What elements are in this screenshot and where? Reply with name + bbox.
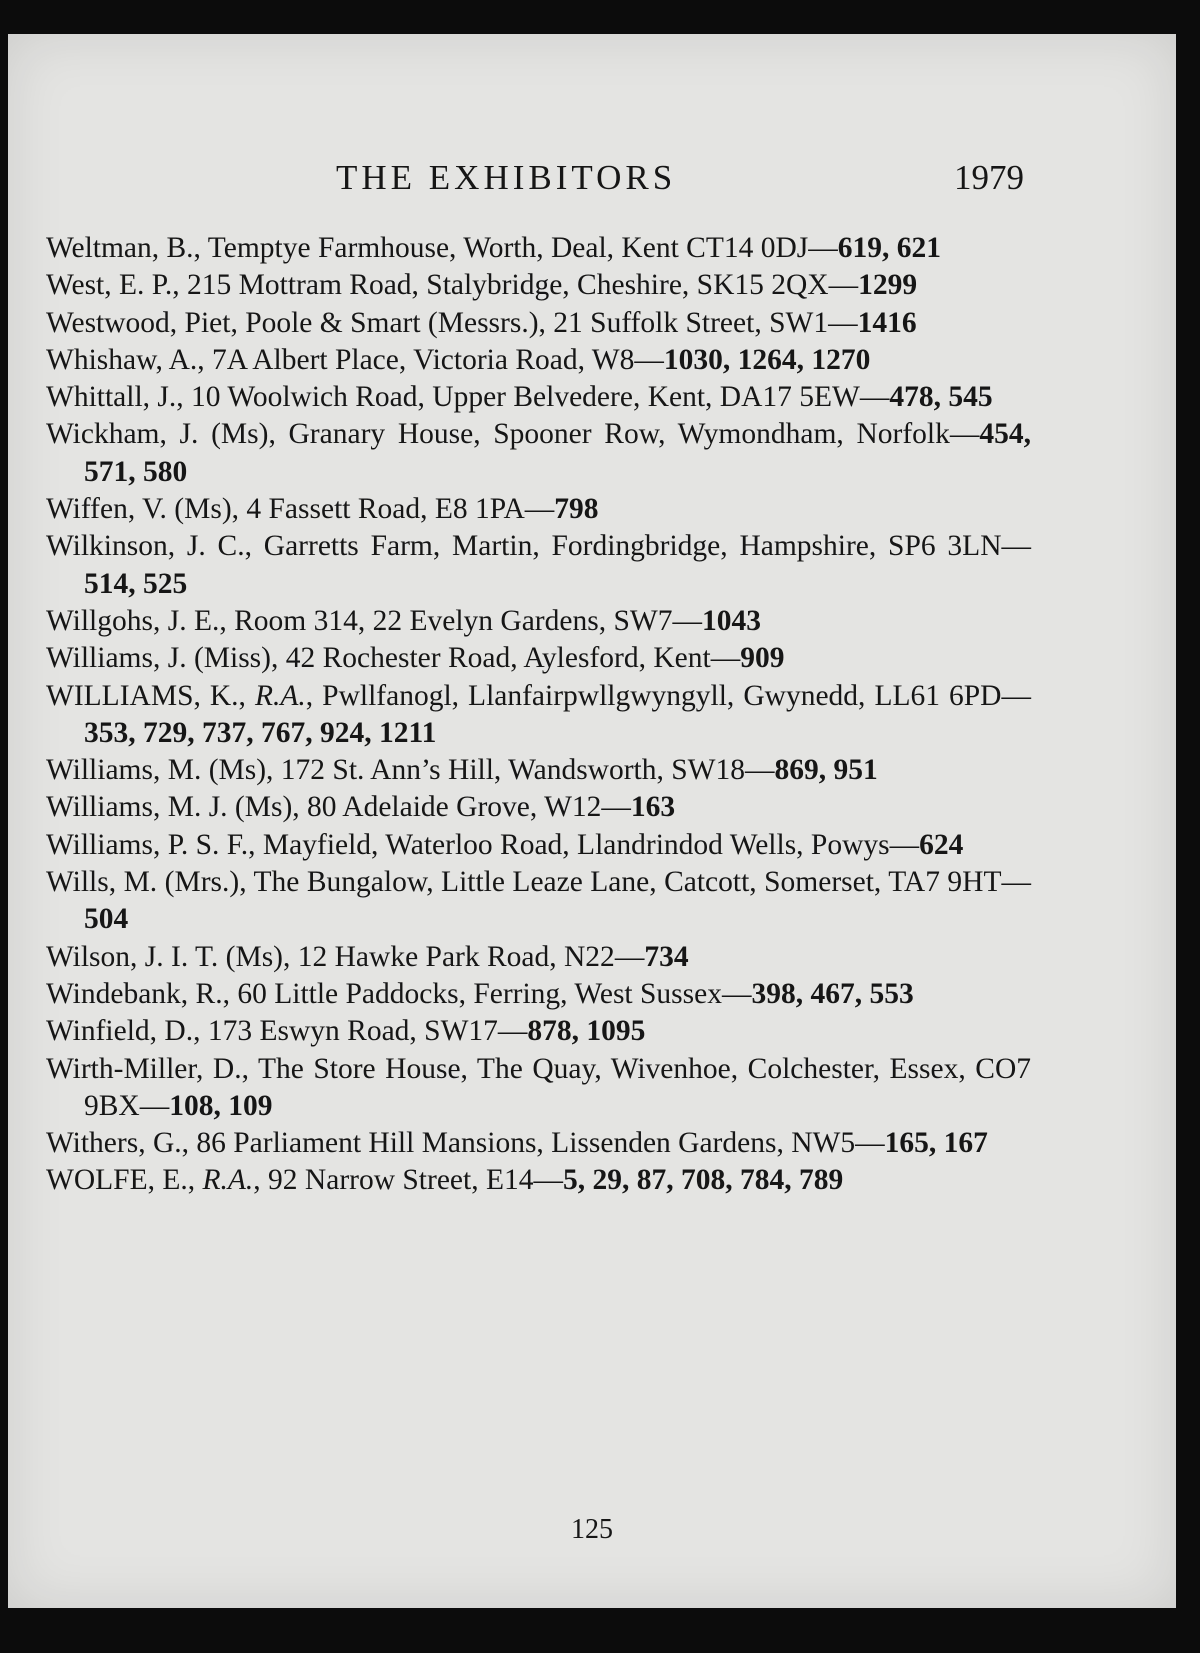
exhibitor-entry: Whittall, J., 10 Woolwich Road, Upper Belvedere, Kent, DA17 5EW—478, 545 (46, 381, 993, 414)
catalogue-numbers: 353, 729, 737, 767, 924, 1211 (84, 716, 437, 749)
catalogue-numbers: 504 (84, 903, 129, 936)
exhibitor-entry: Wilson, J. I. T. (Ms), 12 Hawke Park Road, N22—734 (46, 940, 689, 973)
catalogue-numbers: 798 (554, 493, 599, 526)
book-page (8, 34, 1176, 1608)
entry-text: Wilkinson, J. C., Garretts Farm, Martin, Fordingbridge, Hampshire, SP6 3LN (46, 530, 1002, 563)
catalogue-numbers: 5, 29, 87, 708, 784, 789 (562, 1164, 844, 1197)
catalogue-numbers: 514, 525 (84, 567, 188, 600)
entry-text: Winfield, D., 173 Eswyn Road, SW17 (46, 1015, 498, 1048)
page-header (8, 158, 1176, 208)
exhibitor-entry: Wirth-Miller, D., The Store House, The Quay, Wivenhoe, Colchester, Essex, CO7 9BX—108, 109 (46, 1052, 1031, 1122)
exhibitor-entry: WILLIAMS, K., R.A., Pwllfanogl, Llanfairpwllgwyngyll, Gwynedd, LL61 6PD—353, 729, 737, 767, 924, 1211 (46, 679, 1031, 749)
exhibitor-entry: Williams, P. S. F., Mayfield, Waterloo Road, Llandrindod Wells, Powys—624 (46, 828, 964, 861)
catalogue-numbers: 1030, 1264, 1270 (663, 343, 871, 376)
exhibitor-entry: Westwood, Piet, Poole & Smart (Messrs.), 21 Suffolk Street, SW1—1416 (46, 306, 917, 339)
entry-text: Wilson, J. I. T. (Ms), 12 Hawke Park Road, N22 (46, 940, 615, 973)
running-title: THE EXHIBITORS (336, 158, 677, 197)
catalogue-numbers: 454, 571, 580 (84, 418, 1031, 488)
entry-text: Wirth-Miller, D., The Store House, The Quay, Wivenhoe, Colchester, Essex, CO7 9BX (46, 1052, 1031, 1122)
exhibitor-entry: Willgohs, J. E., Room 314, 22 Evelyn Gardens, SW7—1043 (46, 604, 761, 637)
exhibitor-entry: Williams, J. (Miss), 42 Rochester Road, Aylesford, Kent—909 (46, 642, 785, 675)
exhibitor-entry: Wiffen, V. (Ms), 4 Fassett Road, E8 1PA—798 (46, 493, 599, 526)
entry-text: Willgohs, J. E., Room 314, 22 Evelyn Gardens, SW7 (46, 604, 673, 637)
entry-text: Weltman, B., Temptye Farmhouse, Worth, Deal, Kent CT14 0DJ (46, 232, 809, 264)
entry-text: , Pwllfanogl, Llanfairpwllgwyngyll, Gwynedd, LL61 6PD (305, 679, 1002, 712)
catalogue-numbers: 878, 1095 (527, 1015, 646, 1048)
entry-name: WOLFE, E., (46, 1164, 203, 1197)
entry-text: West, E. P., 215 Mottram Road, Stalybridge, Cheshire, SK15 2QX (46, 269, 829, 302)
entry-text: Williams, P. S. F., Mayfield, Waterloo Road, Llandrindod Wells, Powys (46, 828, 890, 861)
exhibitor-entry: Winfield, D., 173 Eswyn Road, SW17—878, 1095 (46, 1015, 646, 1048)
entry-text: Williams, J. (Miss), 42 Rochester Road, Aylesford, Kent (46, 642, 711, 675)
entry-text: Wickham, J. (Ms), Granary House, Spooner Row, Wymondham, Norfolk (46, 418, 950, 451)
page-year: 1979 (954, 158, 1024, 197)
exhibitor-entry: Windebank, R., 60 Little Paddocks, Ferring, West Sussex—398, 467, 553 (46, 977, 914, 1010)
catalogue-numbers: 165, 167 (884, 1127, 988, 1160)
exhibitor-entry: Wickham, J. (Ms), Granary House, Spooner Row, Wymondham, Norfolk—454, 571, 580 (46, 418, 1031, 488)
entry-text: Williams, M. (Ms), 172 St. Ann’s Hill, Wandsworth, SW18 (46, 754, 745, 787)
exhibitor-entry: Williams, M. J. (Ms), 80 Adelaide Grove, W12—163 (46, 791, 676, 824)
exhibitor-entry: Weltman, B., Temptye Farmhouse, Worth, Deal, Kent CT14 0DJ—619, 621 (46, 232, 942, 264)
entry-text: Westwood, Piet, Poole & Smart (Messrs.), 21 Suffolk Street, SW1 (46, 306, 829, 339)
catalogue-numbers: 108, 109 (169, 1089, 273, 1122)
catalogue-numbers: 869, 951 (774, 754, 878, 787)
entry-text: Withers, G., 86 Parliament Hill Mansions, Lissenden Gardens, NW5 (46, 1127, 856, 1160)
entry-text: Wiffen, V. (Ms), 4 Fassett Road, E8 1PA (46, 493, 525, 526)
exhibitor-list (46, 230, 1031, 1200)
catalogue-numbers: 163 (630, 791, 676, 824)
entry-text: Whittall, J., 10 Woolwich Road, Upper Belvedere, Kent, DA17 5EW (46, 381, 860, 414)
page-number: 125 (571, 1514, 613, 1545)
honor-title: R.A. (202, 1164, 254, 1197)
catalogue-numbers: 398, 467, 553 (751, 977, 914, 1010)
catalogue-numbers: 734 (644, 940, 689, 973)
entry-text: Williams, M. J. (Ms), 80 Adelaide Grove, W12 (46, 791, 602, 824)
exhibitor-entry: Wilkinson, J. C., Garretts Farm, Martin, Fordingbridge, Hampshire, SP6 3LN—514, 525 (46, 530, 1031, 600)
catalogue-numbers: 619, 621 (837, 232, 942, 264)
exhibitor-entry: WOLFE, E., R.A., 92 Narrow Street, E14—5, 29, 87, 708, 784, 789 (46, 1164, 844, 1197)
entry-text: Wills, M. (Mrs.), The Bungalow, Little Leaze Lane, Catcott, Somerset, TA7 9HT (46, 866, 1002, 899)
exhibitor-entry: West, E. P., 215 Mottram Road, Stalybridge, Cheshire, SK15 2QX—1299 (46, 269, 918, 302)
entry-name: WILLIAMS, K., (46, 679, 255, 712)
catalogue-numbers: 1416 (857, 306, 917, 339)
exhibitor-entry: Whishaw, A., 7A Albert Place, Victoria Road, W8—1030, 1264, 1270 (46, 343, 871, 376)
exhibitor-entry: Withers, G., 86 Parliament Hill Mansions, Lissenden Gardens, NW5—165, 167 (46, 1127, 988, 1160)
catalogue-numbers: 1043 (701, 604, 761, 637)
entry-text: , 92 Narrow Street, E14 (253, 1164, 534, 1197)
catalogue-numbers: 1299 (858, 269, 918, 302)
exhibitor-entry: Williams, M. (Ms), 172 St. Ann’s Hill, Wandsworth, SW18—869, 951 (46, 754, 878, 787)
catalogue-numbers: 624 (919, 828, 964, 861)
entry-text: Whishaw, A., 7A Albert Place, Victoria Road, W8 (46, 343, 635, 376)
catalogue-numbers: 909 (740, 642, 785, 675)
catalogue-numbers: 478, 545 (889, 381, 993, 414)
exhibitor-entry: Wills, M. (Mrs.), The Bungalow, Little Leaze Lane, Catcott, Somerset, TA7 9HT—504 (46, 866, 1031, 936)
entry-text: Windebank, R., 60 Little Paddocks, Ferring, West Sussex (46, 977, 722, 1010)
honor-title: R.A. (254, 679, 306, 712)
